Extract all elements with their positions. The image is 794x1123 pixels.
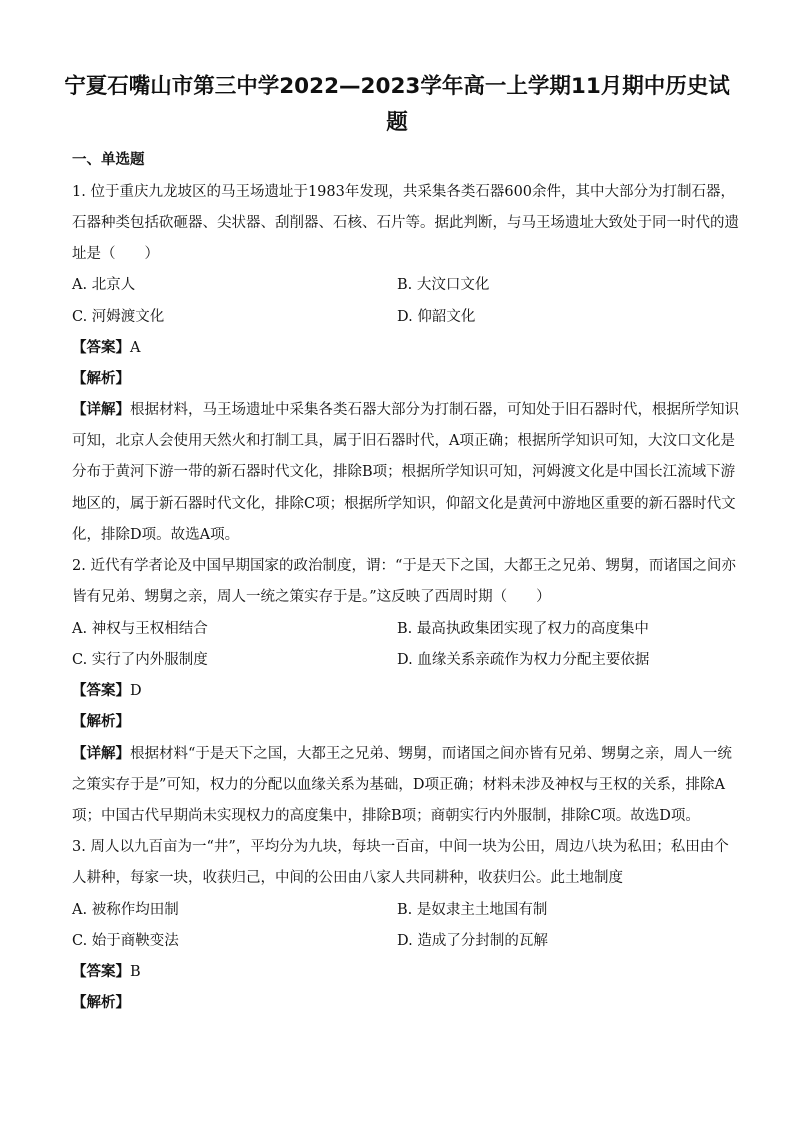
q2-stem-line-2: 皆有兄弟、甥舅之亲，周人一统之策实存于是。”这反映了西周时期（ ） (72, 589, 551, 605)
q2-answer (72, 681, 142, 701)
q1-detail-line-5: 化，排除D项。故选A项。 (72, 527, 240, 543)
q1-stem-line-1: 1. 位于重庆九龙坡区的马王场遗址于1983年发现，共采集各类石器600余件，其中大部分为打制石器， (72, 184, 736, 200)
q2-detail-line-3: 项；中国古代早期尚未实现权力的高度集中，排除B项；商朝实行内外服制，排除C项。故选D项。 (72, 808, 700, 824)
q2-detail-text-1: 根据材料“于是天下之国，大都王之兄弟、甥舅，而诸国之间亦皆有兄弟、甥舅之亲，周人一统 (130, 746, 732, 762)
q3-answer-label: 【答案】 (72, 964, 130, 980)
q3-option-d: D. 造成了分封制的瓦解 (397, 933, 548, 949)
q1-option-b: B. 大汶口文化 (397, 277, 490, 293)
document-title-line-2: 题 (386, 110, 408, 135)
q1-option-c: C. 河姆渡文化 (72, 309, 165, 325)
q3-option-b: B. 是奴隶主土地国有制 (397, 902, 548, 918)
q1-answer (72, 338, 140, 358)
q1-analysis-label: 【解析】 (72, 371, 130, 387)
q3-option-a: A. 被称作均田制 (72, 902, 179, 918)
q3-answer (72, 962, 141, 982)
q3-answer-value: B (130, 964, 141, 980)
q2-analysis (72, 712, 130, 732)
q3-analysis-label: 【解析】 (72, 995, 130, 1011)
q2-stem-line-1: 2. 近代有学者论及中国早期国家的政治制度，谓：“于是天下之国，大都王之兄弟、甥舅，而诸国之间亦 (72, 558, 736, 574)
q1-answer-label: 【答案】 (72, 340, 130, 356)
q1-detail-line-4: 地区的，属于新石器时代文化，排除C项；根据所学知识，仰韶文化是黄河中游地区重要的新石器时代文 (72, 496, 736, 512)
q2-option-d: D. 血缘关系亲疏作为权力分配主要依据 (397, 652, 650, 668)
q2-detail-line-1 (72, 744, 732, 764)
q1-option-d: D. 仰韶文化 (397, 309, 476, 325)
q1-answer-value: A (130, 340, 141, 356)
q1-analysis (72, 369, 130, 389)
q2-answer-label: 【答案】 (72, 683, 130, 699)
q2-detail-line-2: 之策实存于是”可知，权力的分配以血缘关系为基础，D项正确；材料未涉及神权与王权的关系，排除A (72, 777, 726, 793)
q2-analysis-label: 【解析】 (72, 714, 130, 730)
q1-detail-text-1: 根据材料，马王场遗址中采集各类石器大部分为打制石器，可知处于旧石器时代，根据所学知识 (130, 402, 739, 418)
q2-detail-label: 【详解】 (72, 746, 130, 762)
q3-analysis (72, 993, 130, 1013)
q1-stem-line-2: 石器种类包括砍砸器、尖状器、刮削器、石核、石片等。据此判断，与马王场遗址大致处于同一时代的遗 (72, 215, 739, 231)
q1-option-a: A. 北京人 (72, 277, 136, 293)
q2-option-b: B. 最高执政集团实现了权力的高度集中 (397, 621, 649, 637)
q3-option-c: C. 始于商鞅变法 (72, 933, 179, 949)
q1-detail-line-3: 分布于黄河下游一带的新石器时代文化，排除B项；根据所学知识可知，河姆渡文化是中国长江流域下游 (72, 464, 736, 480)
section-heading: 一、单选题 (72, 152, 145, 168)
q1-detail-line-2: 可知，北京人会使用天然火和打制工具，属于旧石器时代，A项正确；根据所学知识可知，大汶口文化是 (72, 433, 735, 449)
q2-option-a: A. 神权与王权相结合 (72, 621, 208, 637)
q3-stem-line-2: 人耕种，每家一块，收获归己，中间的公田由八家人共同耕种，收获归公。此土地制度 (72, 870, 623, 886)
q1-detail-label: 【详解】 (72, 402, 130, 418)
q1-detail-line-1 (72, 400, 739, 420)
q2-answer-value: D (130, 683, 142, 699)
q2-option-c: C. 实行了内外服制度 (72, 652, 208, 668)
document-title-line-1: 宁夏石嘴山市第三中学2022—2023学年高一上学期11月期中历史试 (64, 74, 730, 99)
q3-stem-line-1: 3. 周人以九百亩为一“井”，平均分为九块，每块一百亩，中间一块为公田，周边八块为私田；私田由个 (72, 839, 729, 855)
q1-stem-line-3: 址是（ ） (72, 246, 159, 262)
